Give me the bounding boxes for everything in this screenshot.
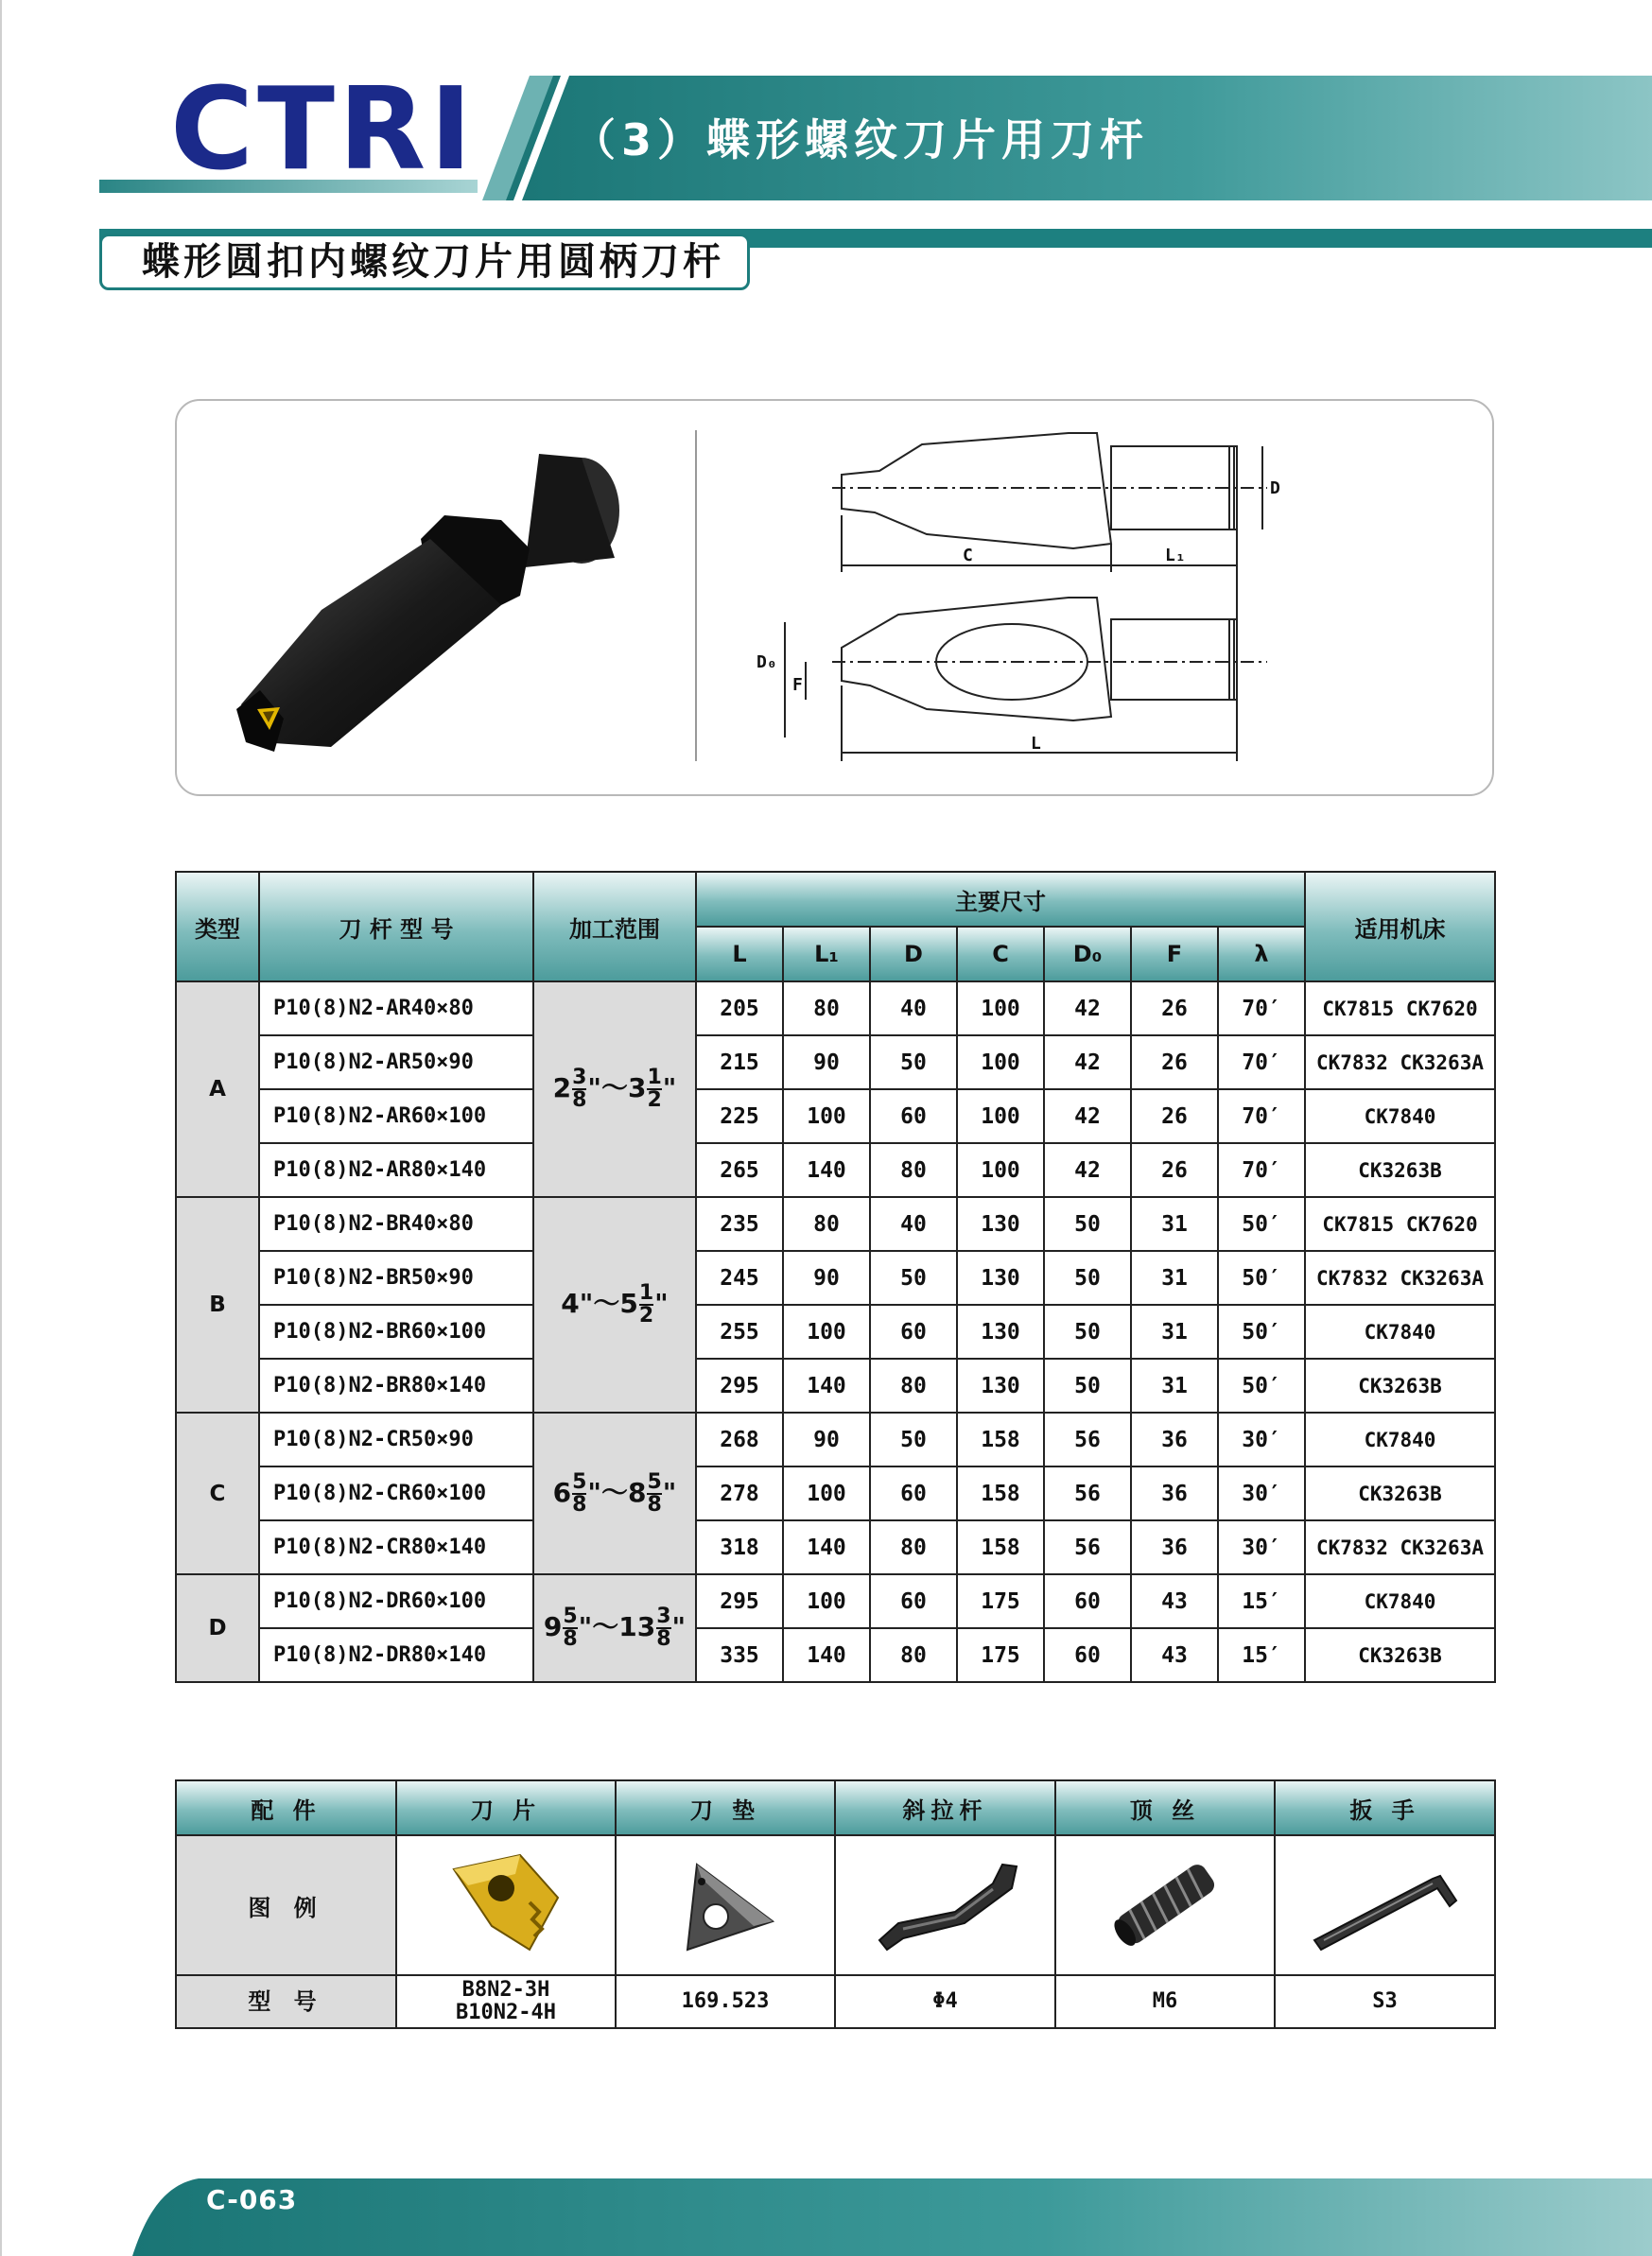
model-cell: P10(8)N2-DR80×140 bbox=[259, 1628, 533, 1682]
machine-cell: CK3263B bbox=[1305, 1359, 1495, 1413]
dim-cell-d0: 42 bbox=[1044, 1089, 1131, 1143]
dim-label-D: D bbox=[1270, 478, 1280, 498]
dim-cell-f: 31 bbox=[1131, 1359, 1218, 1413]
threading-insert-icon bbox=[440, 1846, 572, 1959]
shim-icon bbox=[659, 1846, 791, 1959]
model-cell: P10(8)N2-CR80×140 bbox=[259, 1520, 533, 1574]
range-cell: 6 $\frac{5}{8}$ "～8 $\frac{5}{8}$ " bbox=[533, 1413, 696, 1574]
page-left-border bbox=[0, 0, 2, 2256]
machine-cell: CK7815 CK7620 bbox=[1305, 981, 1495, 1035]
dim-cell-c: 100 bbox=[957, 1035, 1044, 1089]
col-header-model: 刀 杆 型 号 bbox=[259, 872, 533, 981]
dim-cell-c: 100 bbox=[957, 981, 1044, 1035]
dim-cell-lambda: 70′ bbox=[1218, 981, 1305, 1035]
hex-key-icon bbox=[1300, 1846, 1470, 1959]
acc-model-shim: 169.523 bbox=[616, 1975, 835, 2028]
brand-logo: CTRI bbox=[170, 64, 476, 196]
model-cell: P10(8)N2-DR60×100 bbox=[259, 1574, 533, 1628]
dim-cell-f: 31 bbox=[1131, 1197, 1218, 1251]
dim-cell-d: 80 bbox=[870, 1359, 957, 1413]
dim-cell-lambda: 50′ bbox=[1218, 1251, 1305, 1305]
dim-cell-d0: 50 bbox=[1044, 1251, 1131, 1305]
dim-cell-f: 26 bbox=[1131, 1089, 1218, 1143]
dim-cell-l: 295 bbox=[696, 1359, 783, 1413]
acc-pic-insert bbox=[396, 1835, 616, 1975]
dim-cell-f: 43 bbox=[1131, 1574, 1218, 1628]
table-row bbox=[176, 1197, 1495, 1251]
model-cell: P10(8)N2-AR40×80 bbox=[259, 981, 533, 1035]
dim-cell-d0: 42 bbox=[1044, 1143, 1131, 1197]
dim-cell-lambda: 70′ bbox=[1218, 1035, 1305, 1089]
dim-cell-f: 36 bbox=[1131, 1520, 1218, 1574]
dim-cell-c: 130 bbox=[957, 1359, 1044, 1413]
dim-cell-l1: 100 bbox=[783, 1089, 870, 1143]
dim-cell-d0: 42 bbox=[1044, 981, 1131, 1035]
table-row bbox=[176, 1574, 1495, 1628]
acc-header-label: 配 件 bbox=[176, 1780, 396, 1835]
dim-cell-l: 245 bbox=[696, 1251, 783, 1305]
table-row bbox=[176, 1143, 1495, 1197]
col-header-L: L bbox=[696, 927, 783, 981]
table-row bbox=[176, 1359, 1495, 1413]
clamp-rod-icon bbox=[861, 1846, 1031, 1959]
acc-header-clamp-rod: 斜拉杆 bbox=[835, 1780, 1055, 1835]
machine-cell: CK7840 bbox=[1305, 1305, 1495, 1359]
dim-cell-d0: 56 bbox=[1044, 1466, 1131, 1520]
dim-cell-d: 60 bbox=[870, 1574, 957, 1628]
dim-cell-l1: 100 bbox=[783, 1305, 870, 1359]
table-row bbox=[176, 1035, 1495, 1089]
table-row bbox=[176, 1251, 1495, 1305]
range-cell: 4"～5 $\frac{1}{2}$ " bbox=[533, 1197, 696, 1413]
dim-cell-c: 130 bbox=[957, 1197, 1044, 1251]
page-title: （3）蝶形螺纹刀片用刀杆 bbox=[572, 114, 1150, 165]
table-row bbox=[176, 981, 1495, 1035]
dim-cell-f: 26 bbox=[1131, 1143, 1218, 1197]
fraction: $\frac{5}{8}$ bbox=[563, 1605, 578, 1651]
dim-cell-l: 255 bbox=[696, 1305, 783, 1359]
dim-cell-d0: 56 bbox=[1044, 1413, 1131, 1466]
model-cell: P10(8)N2-AR50×90 bbox=[259, 1035, 533, 1089]
fraction: $\frac{5}{8}$ bbox=[572, 1469, 587, 1517]
machine-cell: CK7840 bbox=[1305, 1574, 1495, 1628]
model-cell: P10(8)N2-BR60×100 bbox=[259, 1305, 533, 1359]
model-cell: P10(8)N2-CR60×100 bbox=[259, 1466, 533, 1520]
col-header-main-dims: 主要尺寸 bbox=[696, 872, 1305, 927]
dim-cell-d0: 50 bbox=[1044, 1197, 1131, 1251]
dim-cell-l1: 100 bbox=[783, 1466, 870, 1520]
table-row bbox=[176, 1305, 1495, 1359]
dim-cell-lambda: 15′ bbox=[1218, 1574, 1305, 1628]
acc-pic-set-screw bbox=[1055, 1835, 1275, 1975]
col-header-L1: L₁ bbox=[783, 927, 870, 981]
acc-header-wrench: 扳 手 bbox=[1275, 1780, 1495, 1835]
dim-cell-l: 215 bbox=[696, 1035, 783, 1089]
dim-cell-l: 335 bbox=[696, 1628, 783, 1682]
acc-model-insert: B8N2-3H B10N2-4H bbox=[396, 1975, 616, 2028]
fraction: $\frac{3}{8}$ bbox=[572, 1066, 587, 1112]
dim-cell-d: 40 bbox=[870, 981, 957, 1035]
dim-cell-c: 158 bbox=[957, 1466, 1044, 1520]
col-header-type: 类型 bbox=[176, 872, 259, 981]
dim-cell-d0: 60 bbox=[1044, 1574, 1131, 1628]
model-cell: P10(8)N2-BR50×90 bbox=[259, 1251, 533, 1305]
model-cell: P10(8)N2-CR50×90 bbox=[259, 1413, 533, 1466]
acc-model-clamp-rod: Φ4 bbox=[835, 1975, 1055, 2028]
machine-cell: CK3263B bbox=[1305, 1628, 1495, 1682]
acc-header-shim: 刀 垫 bbox=[616, 1780, 835, 1835]
machine-cell: CK7832 CK3263A bbox=[1305, 1035, 1495, 1089]
dim-cell-d0: 42 bbox=[1044, 1035, 1131, 1089]
dim-cell-d: 80 bbox=[870, 1143, 957, 1197]
table-row bbox=[176, 1413, 1495, 1466]
acc-model-wrench: S3 bbox=[1275, 1975, 1495, 2028]
acc-model-set-screw: M6 bbox=[1055, 1975, 1275, 2028]
dim-cell-l: 278 bbox=[696, 1466, 783, 1520]
dim-cell-l1: 140 bbox=[783, 1520, 870, 1574]
table-row bbox=[176, 1466, 1495, 1520]
machine-cell: CK3263B bbox=[1305, 1466, 1495, 1520]
acc-row-label-pictures: 图 例 bbox=[176, 1835, 396, 1975]
dim-cell-c: 130 bbox=[957, 1305, 1044, 1359]
dim-cell-lambda: 70′ bbox=[1218, 1143, 1305, 1197]
model-cell: P10(8)N2-BR80×140 bbox=[259, 1359, 533, 1413]
dim-cell-l: 235 bbox=[696, 1197, 783, 1251]
dim-cell-d: 80 bbox=[870, 1520, 957, 1574]
type-cell: D bbox=[176, 1574, 259, 1682]
dim-cell-c: 158 bbox=[957, 1413, 1044, 1466]
dim-label-F: F bbox=[792, 675, 803, 695]
machine-cell: CK7840 bbox=[1305, 1089, 1495, 1143]
machine-cell: CK3263B bbox=[1305, 1143, 1495, 1197]
dim-cell-f: 26 bbox=[1131, 1035, 1218, 1089]
fraction: $\frac{5}{8}$ bbox=[647, 1469, 662, 1517]
dim-cell-c: 158 bbox=[957, 1520, 1044, 1574]
dim-cell-d0: 56 bbox=[1044, 1520, 1131, 1574]
dim-cell-d: 60 bbox=[870, 1089, 957, 1143]
dim-cell-d0: 60 bbox=[1044, 1628, 1131, 1682]
type-cell: C bbox=[176, 1413, 259, 1574]
model-cell: P10(8)N2-AR60×100 bbox=[259, 1089, 533, 1143]
dim-cell-l1: 100 bbox=[783, 1574, 870, 1628]
dim-cell-lambda: 50′ bbox=[1218, 1359, 1305, 1413]
acc-pic-shim bbox=[616, 1835, 835, 1975]
table-row bbox=[176, 1628, 1495, 1682]
set-screw-icon bbox=[1089, 1846, 1241, 1959]
panel-divider bbox=[695, 430, 697, 761]
dim-cell-l1: 80 bbox=[783, 981, 870, 1035]
dim-cell-d0: 50 bbox=[1044, 1359, 1131, 1413]
technical-drawing bbox=[738, 425, 1286, 775]
dim-cell-f: 43 bbox=[1131, 1628, 1218, 1682]
dim-cell-c: 130 bbox=[957, 1251, 1044, 1305]
dim-cell-c: 100 bbox=[957, 1089, 1044, 1143]
table-row bbox=[176, 1520, 1495, 1574]
machine-cell: CK7840 bbox=[1305, 1413, 1495, 1466]
dim-label-L1: L₁ bbox=[1165, 546, 1186, 565]
col-header-D: D bbox=[870, 927, 957, 981]
machine-cell: CK7815 CK7620 bbox=[1305, 1197, 1495, 1251]
dim-cell-lambda: 30′ bbox=[1218, 1466, 1305, 1520]
dim-cell-l1: 140 bbox=[783, 1359, 870, 1413]
dim-cell-d: 60 bbox=[870, 1466, 957, 1520]
dim-cell-l1: 140 bbox=[783, 1143, 870, 1197]
dim-cell-l1: 80 bbox=[783, 1197, 870, 1251]
dim-cell-d0: 50 bbox=[1044, 1305, 1131, 1359]
dim-cell-l: 318 bbox=[696, 1520, 783, 1574]
dim-cell-d: 50 bbox=[870, 1251, 957, 1305]
acc-header-insert: 刀 片 bbox=[396, 1780, 616, 1835]
col-header-range: 加工范围 bbox=[533, 872, 696, 981]
type-cell: A bbox=[176, 981, 259, 1197]
dim-cell-lambda: 15′ bbox=[1218, 1628, 1305, 1682]
fraction: $\frac{3}{8}$ bbox=[656, 1605, 671, 1651]
section-title: 蝶形圆扣内螺纹刀片用圆柄刀杆 bbox=[142, 240, 724, 284]
dim-cell-lambda: 30′ bbox=[1218, 1520, 1305, 1574]
model-cell: P10(8)N2-AR80×140 bbox=[259, 1143, 533, 1197]
dim-cell-f: 26 bbox=[1131, 981, 1218, 1035]
dim-cell-l: 295 bbox=[696, 1574, 783, 1628]
dim-cell-l: 225 bbox=[696, 1089, 783, 1143]
dim-cell-l1: 140 bbox=[783, 1628, 870, 1682]
dim-cell-l: 268 bbox=[696, 1413, 783, 1466]
dim-cell-lambda: 70′ bbox=[1218, 1089, 1305, 1143]
type-cell: B bbox=[176, 1197, 259, 1413]
dim-cell-d: 50 bbox=[870, 1413, 957, 1466]
dim-cell-d: 80 bbox=[870, 1628, 957, 1682]
machine-cell: CK7832 CK3263A bbox=[1305, 1520, 1495, 1574]
dim-cell-lambda: 50′ bbox=[1218, 1197, 1305, 1251]
dim-cell-l: 265 bbox=[696, 1143, 783, 1197]
holder-spec-table bbox=[175, 871, 1496, 1683]
acc-pic-wrench bbox=[1275, 1835, 1495, 1975]
dim-cell-f: 31 bbox=[1131, 1251, 1218, 1305]
acc-pic-clamp-rod bbox=[835, 1835, 1055, 1975]
col-header-D0: D₀ bbox=[1044, 927, 1131, 981]
dim-cell-c: 175 bbox=[957, 1628, 1044, 1682]
fraction: $\frac{1}{2}$ bbox=[638, 1281, 654, 1328]
dim-cell-l: 205 bbox=[696, 981, 783, 1035]
machine-cell: CK7832 CK3263A bbox=[1305, 1251, 1495, 1305]
dim-cell-lambda: 30′ bbox=[1218, 1413, 1305, 1466]
dim-label-C: C bbox=[963, 546, 973, 565]
dim-cell-l1: 90 bbox=[783, 1413, 870, 1466]
col-header-C: C bbox=[957, 927, 1044, 981]
model-cell: P10(8)N2-BR40×80 bbox=[259, 1197, 533, 1251]
dim-cell-l1: 90 bbox=[783, 1035, 870, 1089]
page-number: C-063 bbox=[206, 2184, 298, 2215]
dim-cell-d: 40 bbox=[870, 1197, 957, 1251]
dim-cell-f: 31 bbox=[1131, 1305, 1218, 1359]
acc-row-label-models: 型 号 bbox=[176, 1975, 396, 2028]
dim-cell-d: 60 bbox=[870, 1305, 957, 1359]
col-header-machine: 适用机床 bbox=[1305, 872, 1495, 981]
dim-cell-d: 50 bbox=[870, 1035, 957, 1089]
dim-label-L: L bbox=[1031, 734, 1041, 754]
accessory-table bbox=[175, 1779, 1496, 2029]
col-header-F: F bbox=[1131, 927, 1218, 981]
dim-label-D0: D₀ bbox=[756, 652, 777, 672]
table-row bbox=[176, 1089, 1495, 1143]
dim-cell-c: 175 bbox=[957, 1574, 1044, 1628]
dim-cell-lambda: 50′ bbox=[1218, 1305, 1305, 1359]
range-cell: 2 $\frac{3}{8}$ "～3 $\frac{1}{2}$ " bbox=[533, 981, 696, 1197]
tool-holder-photo bbox=[217, 425, 643, 775]
acc-header-set-screw: 顶 丝 bbox=[1055, 1780, 1275, 1835]
dim-cell-f: 36 bbox=[1131, 1466, 1218, 1520]
dim-cell-l1: 90 bbox=[783, 1251, 870, 1305]
dim-cell-f: 36 bbox=[1131, 1413, 1218, 1466]
dim-cell-c: 100 bbox=[957, 1143, 1044, 1197]
fraction: $\frac{1}{2}$ bbox=[647, 1066, 662, 1112]
col-header-lambda: λ bbox=[1218, 927, 1305, 981]
range-cell: 9 $\frac{5}{8}$ "～13 $\frac{3}{8}$ " bbox=[533, 1574, 696, 1682]
